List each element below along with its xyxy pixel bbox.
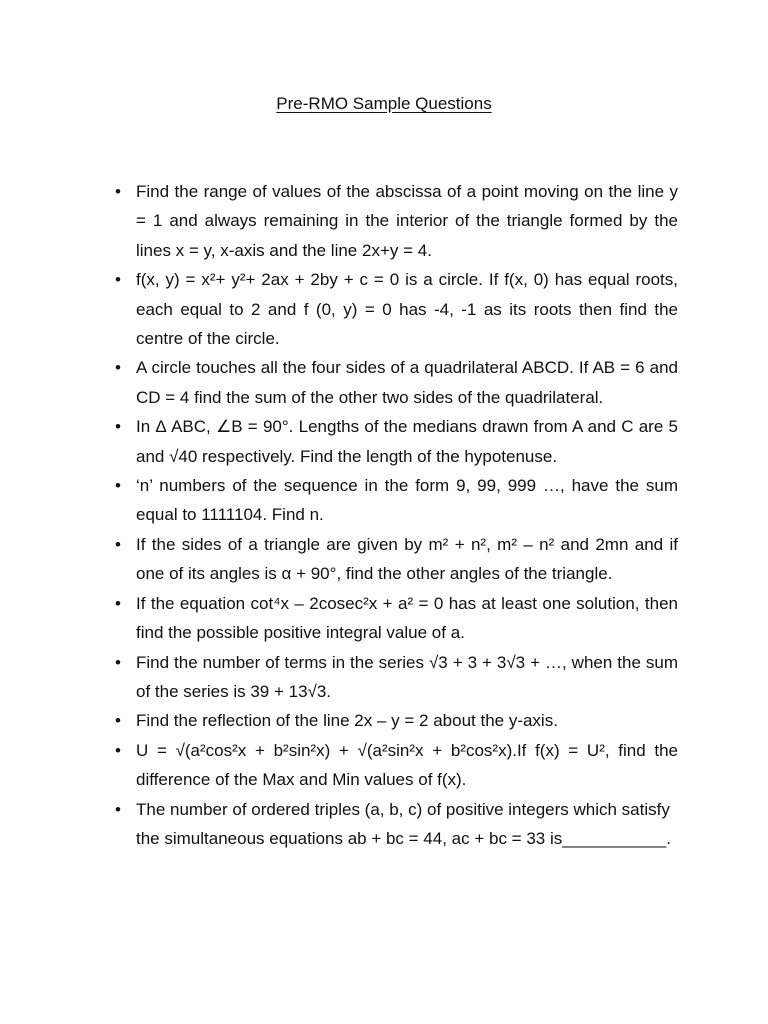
question-text: f(x, y) = x²+ y²+ 2ax + 2by + c = 0 is a circle. If f(x, 0) has equal roots, each equal to 2 and f (0, y) = 0 has -4, -1 as its roots then find the centre of the circle. (136, 270, 678, 349)
list-item (114, 530, 678, 589)
question-text: Find the range of values of the abscissa of a point moving on the line y = 1 and always remaining in the interior of the triangle formed by the lines x = y, x-axis and the line 2x+y = 4. (136, 182, 678, 260)
question-text: The number of ordered triples (a, b, c) of positive integers which satisfy the simultaneous equations ab + bc = 44, ac + bc = 33 is___________. (136, 799, 671, 848)
bullet-icon: • (115, 534, 121, 554)
question-text: In Δ ABC, ∠B = 90°. Lengths of the medians drawn from A and C are 5 and √40 respectively. Find the length of the hypotenuse. (136, 417, 678, 466)
list-item (114, 471, 678, 530)
bullet-icon: • (115, 417, 121, 437)
list-item (114, 589, 678, 648)
question-text: ‘n’ numbers of the sequence in the form 9, 99, 999 …, have the sum equal to 1111104. Find n. (136, 476, 678, 525)
list-item (114, 177, 678, 265)
question-text: If the equation cot⁴x – 2cosec²x + a² = 0 has at least one solution, then find the possible positive integral value of a. (136, 593, 678, 643)
question-text: If the sides of a triangle are given by m² + n², m² – n² and 2mn and if one of its angles is α + 90°, find the other angles of the triangle. (136, 534, 678, 584)
bullet-icon: • (115, 270, 121, 290)
question-text: A circle touches all the four sides of a quadrilateral ABCD. If AB = 6 and CD = 4 find the sum of the other two sides of the quadrilateral. (136, 358, 678, 407)
bullet-icon: • (115, 799, 121, 819)
bullet-icon: • (115, 652, 121, 672)
question-text: U = √(a²cos²x + b²sin²x) + √(a²sin²x + b²cos²x).If f(x) = U², find the difference of the Max and Min values of f(x). (136, 740, 678, 790)
list-item (114, 265, 678, 353)
page-title: Pre-RMO Sample Questions (276, 94, 492, 113)
bullet-icon: • (115, 476, 121, 496)
question-list (114, 177, 678, 853)
list-item (114, 795, 678, 854)
list-item (114, 648, 678, 707)
list-item (114, 353, 678, 412)
bullet-icon: • (115, 593, 121, 613)
list-item (114, 706, 678, 735)
question-text: Find the reflection of the line 2x – y = 2 about the y-axis. (136, 711, 558, 731)
question-text: Find the number of terms in the series √3 + 3 + 3√3 + …, when the sum of the series is 39 + 13√3. (136, 652, 678, 701)
bullet-icon: • (115, 711, 121, 731)
bullet-icon: • (115, 740, 121, 760)
bullet-icon: • (115, 182, 121, 201)
list-item (114, 412, 678, 471)
list-item (114, 736, 678, 795)
bullet-icon: • (115, 358, 121, 378)
